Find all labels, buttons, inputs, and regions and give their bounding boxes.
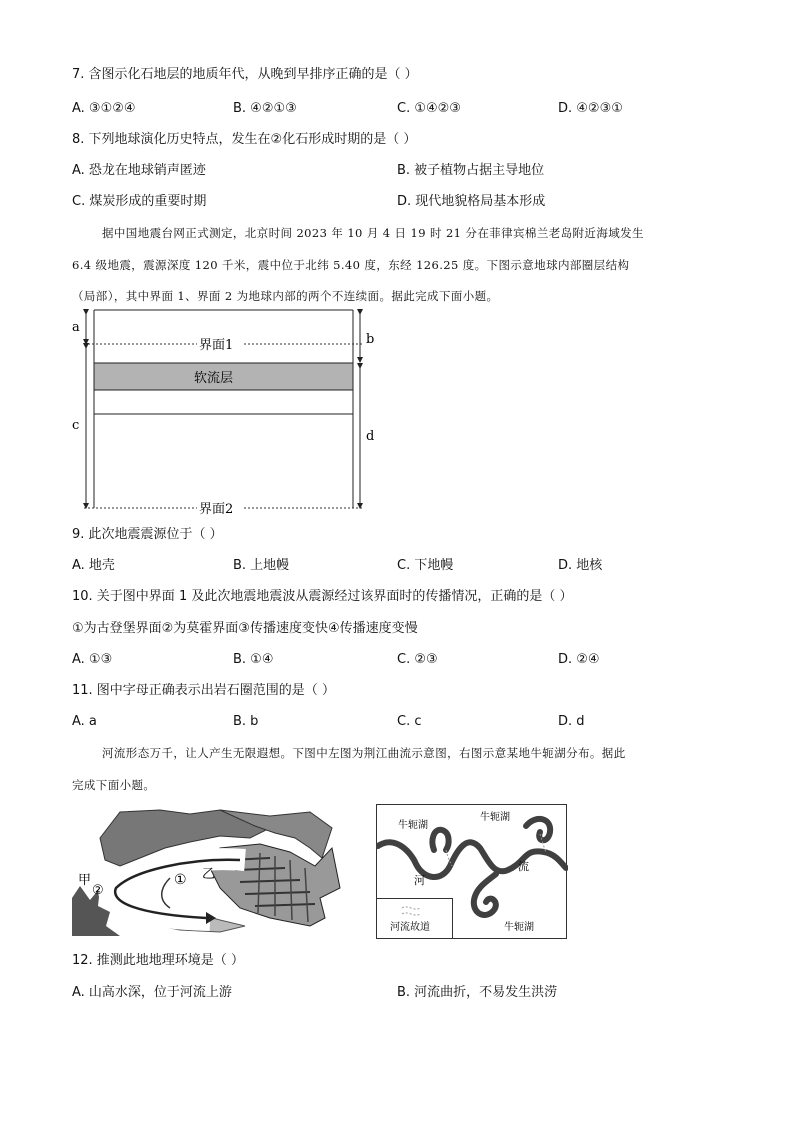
q8-option-c[interactable]: C. 煤炭形成的重要时期	[72, 194, 207, 209]
label-c: c	[72, 418, 80, 433]
label-circle1: ①	[174, 872, 187, 888]
q9-option-c[interactable]: C. 下地幔	[397, 558, 454, 573]
passage1-line2: 6.4 级地震，震源深度 120 千米，震中位于北纬 5.40 度，东经 126.25 度。下图示意地球内部圈层结构	[72, 258, 630, 272]
q9-option-a[interactable]: A. 地壳	[72, 558, 115, 573]
q11-stem: 11. 图中字母正确表示出岩石圈范围的是（ ）	[72, 683, 335, 698]
label-a: a	[72, 320, 80, 335]
q9-option-b[interactable]: B. 上地幔	[233, 558, 290, 573]
q7-option-b[interactable]: B. ④②①③	[233, 101, 297, 116]
label-he: 河	[414, 874, 425, 887]
earth-layers-figure	[64, 308, 394, 520]
q7-option-c[interactable]: C. ①④②③	[397, 101, 461, 116]
asthenosphere-label: 软流层	[194, 371, 234, 386]
oxbow-lakes-figure	[376, 804, 568, 940]
q11-option-a[interactable]: A. a	[72, 714, 97, 729]
q10-option-b[interactable]: B. ①④	[233, 652, 274, 667]
q8-option-d[interactable]: D. 现代地貌格局基本形成	[397, 194, 546, 209]
meander-sketch-figure	[70, 808, 346, 936]
q8-option-b[interactable]: B. 被子植物占据主导地位	[397, 163, 545, 178]
passage2-line1: 河流形态万千，让人产生无限遐想。下图中左图为荆江曲流示意图，右图示意某地牛轭湖分布。据此	[102, 746, 626, 760]
label-jia: 甲	[78, 873, 92, 888]
q7-option-d[interactable]: D. ④②③①	[558, 101, 623, 116]
q11-option-c[interactable]: C. c	[397, 714, 422, 729]
q7-stem: 7. 含图示化石地层的地质年代，从晚到早排序正确的是（ ）	[72, 67, 418, 82]
label-oxbow2: 牛轭湖	[480, 812, 510, 823]
passage1-line1: 据中国地震台网正式测定，北京时间 2023 年 10 月 4 日 19 时 21 分在菲律宾棉兰老岛附近海域发生	[102, 226, 644, 240]
q7-option-a[interactable]: A. ③①②④	[72, 101, 136, 116]
q10-option-a[interactable]: A. ①③	[72, 652, 113, 667]
passage1-line3: （局部），其中界面 1、界面 2 为地球内部的两个不连续面。据此完成下面小题。	[72, 289, 499, 303]
q8-option-a[interactable]: A. 恐龙在地球销声匿迹	[72, 163, 206, 178]
q11-option-b[interactable]: B. b	[233, 714, 259, 729]
legend-old-river: 河流故道	[390, 922, 430, 933]
q11-option-d[interactable]: D. d	[558, 714, 585, 729]
label-d: d	[366, 429, 375, 444]
q12-option-b[interactable]: B. 河流曲折，不易发生洪涝	[397, 985, 558, 1000]
q8-stem: 8. 下列地球演化历史特点，发生在②化石形成时期的是（ ）	[72, 132, 417, 147]
q9-stem: 9. 此次地震震源位于（ ）	[72, 527, 223, 542]
q10-option-c[interactable]: C. ②③	[397, 652, 438, 667]
label-oxbow1: 牛轭湖	[398, 820, 428, 831]
q12-stem: 12. 推测此地地理环境是（ ）	[72, 953, 244, 968]
label-yi: 乙	[202, 867, 216, 882]
passage2-line2: 完成下面小题。	[72, 778, 156, 792]
label-b: b	[366, 332, 375, 347]
interface2-label: 界面2	[199, 502, 234, 517]
interface1-label: 界面1	[199, 338, 234, 353]
q10-stem: 10. 关于图中界面 1 及此次地震地震波从震源经过该界面时的传播情况，正确的是（ ）	[72, 589, 573, 604]
q10-option-d[interactable]: D. ②④	[558, 652, 600, 667]
label-liu: 流	[518, 860, 529, 873]
q9-option-d[interactable]: D. 地核	[558, 558, 603, 573]
q10-statements: ①为古登堡界面②为莫霍界面③传播速度变快④传播速度变慢	[72, 621, 418, 636]
label-oxbow3: 牛轭湖	[504, 922, 534, 933]
label-circle2: ②	[92, 883, 104, 898]
q12-option-a[interactable]: A. 山高水深，位于河流上游	[72, 985, 232, 1000]
